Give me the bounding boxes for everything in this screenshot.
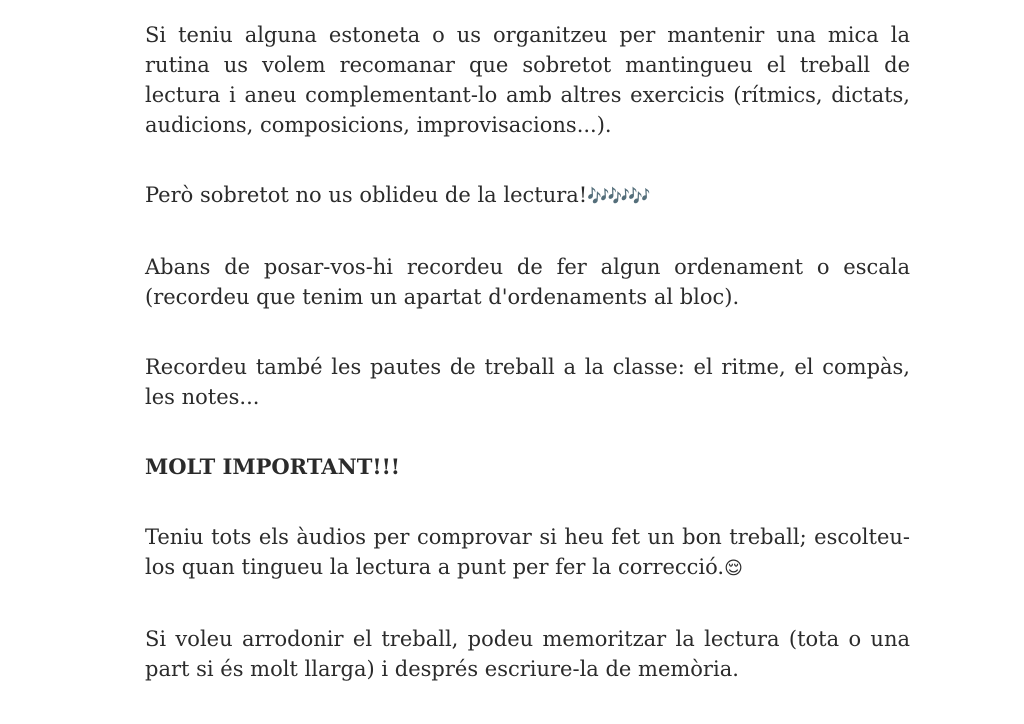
paragraph-scale: Abans de posar-vos-hi recordeu de fer algun ordenament o escala (recordeu que tenim un apartat d'ordenaments al bloc). xyxy=(145,255,910,309)
reading-reminder-text: Però sobretot no us oblideu de la lectura! xyxy=(145,183,588,207)
article-body xyxy=(145,20,910,724)
relieved-face-icon: 😌 xyxy=(724,558,741,579)
paragraph-routine: Si teniu alguna estoneta o us organitzeu per mantenir una mica la rutina us volem recomanar que sobretot mantingueu el treball de lectura i aneu complementant-lo amb altres exercicis (rítmics, dictats, audicions, composicions, improvisacions...). xyxy=(145,23,910,137)
important-heading: MOLT IMPORTANT!!! xyxy=(145,454,401,479)
musical-notes-icon: 🎶🎶🎶 xyxy=(587,186,649,207)
audios-text: Teniu tots els àudios per comprovar si heu fet un bon treball; escolteu-los quan tingueu la lectura a punt per fer la correcció. xyxy=(145,525,910,579)
paragraph-audios xyxy=(145,522,910,584)
paragraph-guidelines: Recordeu també les pautes de treball a la classe: el ritme, el compàs, les notes... xyxy=(145,355,910,409)
paragraph-reading-reminder xyxy=(145,180,910,212)
paragraph-memorize: Si voleu arrodonir el treball, podeu memoritzar la lectura (tota o una part si és molt llarga) i després escriure-la de memòria. xyxy=(145,627,910,681)
